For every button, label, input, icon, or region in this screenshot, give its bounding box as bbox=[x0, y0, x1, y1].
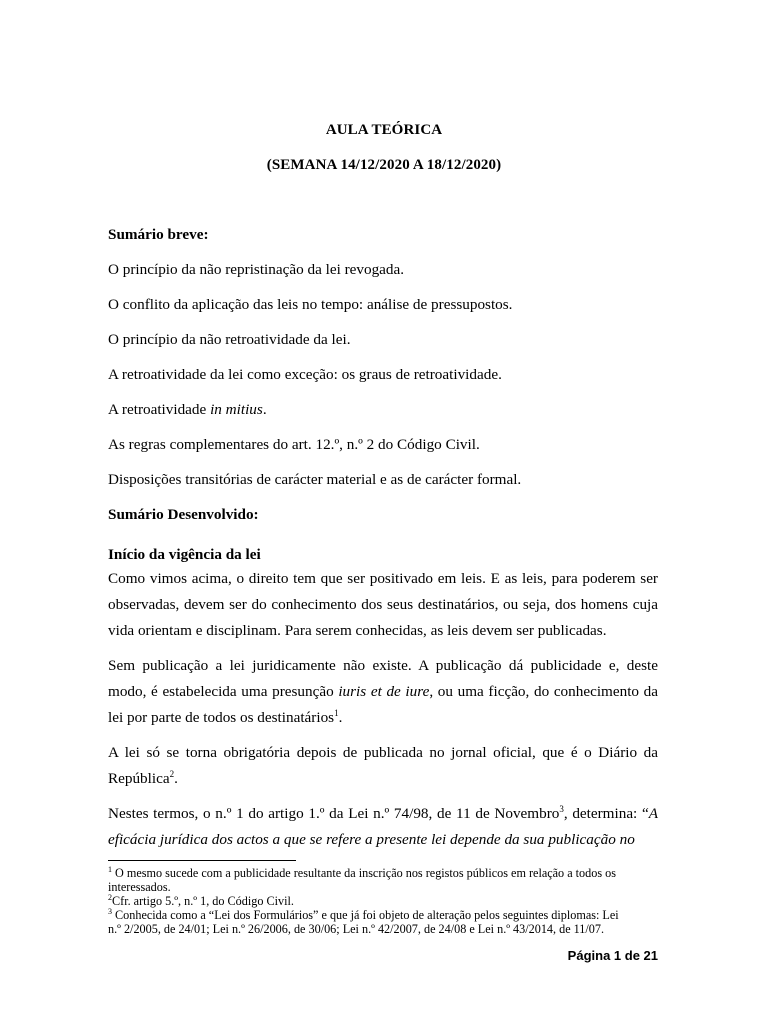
footnote-number: 3 bbox=[108, 906, 112, 916]
paragraph-text: , ou uma ficção, do conhecimento da bbox=[429, 683, 658, 700]
paragraph-text: República bbox=[108, 770, 170, 787]
footnote-text: O mesmo sucede com a publicidade resultante da inscrição nos registos públicos em relação a todos os bbox=[115, 866, 616, 880]
footnote-ref[interactable]: 3 bbox=[559, 803, 564, 814]
summary-item bbox=[108, 401, 660, 419]
paragraph-line: Sem publicação a lei juridicamente não existe. A publicação dá publicidade e, deste bbox=[108, 657, 658, 674]
paragraph-text: , determina: “ bbox=[563, 805, 649, 822]
footnote-text: Conhecida como a “Lei dos Formulários” e que já foi objeto de alteração pelos seguintes diplomas: Lei bbox=[115, 908, 619, 922]
footnote-separator bbox=[108, 860, 296, 861]
summary-item-text: A retroatividade bbox=[108, 401, 211, 418]
footnote-1-cont: interessados. bbox=[108, 880, 171, 894]
paragraph-line: vida orientam e disciplinam. Para serem conhecidas, as leis devem ser publicadas. bbox=[108, 622, 607, 639]
footnote-3 bbox=[108, 908, 660, 922]
paragraph-text: . bbox=[174, 770, 178, 787]
paragraph-text: modo, é estabelecida uma presunção bbox=[108, 683, 339, 700]
section-heading: Início da vigência da lei bbox=[108, 546, 261, 563]
paragraph-italic: iuris et de iure bbox=[338, 683, 430, 700]
paragraph-text: . bbox=[338, 709, 343, 726]
footnote-number: 2 bbox=[108, 892, 112, 902]
paragraph-line: observadas, devem ser do conhecimento dos seus destinatários, ou seja, dos homens cuja bbox=[108, 596, 658, 613]
footnote-text: Cfr. artigo 5.º, n.º 1, do Código Civil. bbox=[112, 894, 294, 908]
footnote-2 bbox=[108, 894, 660, 908]
paragraph-line bbox=[108, 805, 658, 823]
paragraph-text: lei por parte de todos os destinatários bbox=[108, 709, 335, 726]
developed-heading: Sumário Desenvolvido: bbox=[108, 506, 259, 523]
footnote-3-cont: n.º 2/2005, de 24/01; Lei n.º 26/2006, de 30/06; Lei n.º 42/2007, de 24/08 e Lei n.º 43/2014, de 11/07. bbox=[108, 922, 605, 936]
document-title: AULA TEÓRICA bbox=[325, 122, 443, 138]
summary-item-end: . bbox=[262, 401, 267, 418]
footnote-number: 1 bbox=[108, 864, 112, 874]
footnote-ref[interactable]: 2 bbox=[169, 768, 175, 779]
summary-item: O princípio da não repristinação da lei revogada. bbox=[108, 261, 405, 278]
summary-heading: Sumário breve: bbox=[108, 226, 209, 243]
summary-item: As regras complementares do art. 12.º, n.º 2 do Código Civil. bbox=[108, 436, 480, 453]
paragraph-italic: A bbox=[648, 805, 658, 822]
page-number: Página 1 de 21 bbox=[567, 948, 658, 963]
footnote-ref[interactable]: 1 bbox=[334, 707, 339, 718]
paragraph-line bbox=[108, 683, 658, 701]
summary-item: Disposições transitórias de carácter material e as de carácter formal. bbox=[108, 471, 522, 488]
summary-item: O princípio da não retroatividade da lei. bbox=[108, 331, 351, 348]
paragraph-line bbox=[108, 770, 658, 788]
summary-item: O conflito da aplicação das leis no tempo: análise de pressupostos. bbox=[108, 296, 513, 313]
summary-item-italic: in mitius bbox=[210, 401, 263, 418]
summary-item: A retroatividade da lei como exceção: os graus de retroatividade. bbox=[108, 366, 502, 383]
paragraph-line: A lei só se torna obrigatória depois de publicada no jornal oficial, que é o Diário da bbox=[108, 744, 658, 761]
paragraph-line bbox=[108, 709, 658, 727]
paragraph-text: Nestes termos, o n.º 1 do artigo 1.º da Lei n.º 74/98, de 11 de Novembro bbox=[108, 805, 560, 822]
footnote-1 bbox=[108, 866, 660, 880]
document-subtitle: (SEMANA 14/12/2020 A 18/12/2020) bbox=[266, 157, 502, 173]
paragraph-line: Como vimos acima, o direito tem que ser positivado em leis. E as leis, para poderem ser bbox=[108, 570, 658, 587]
paragraph-line: eficácia jurídica dos actos a que se refere a presente lei depende da sua publicação no bbox=[108, 831, 635, 848]
